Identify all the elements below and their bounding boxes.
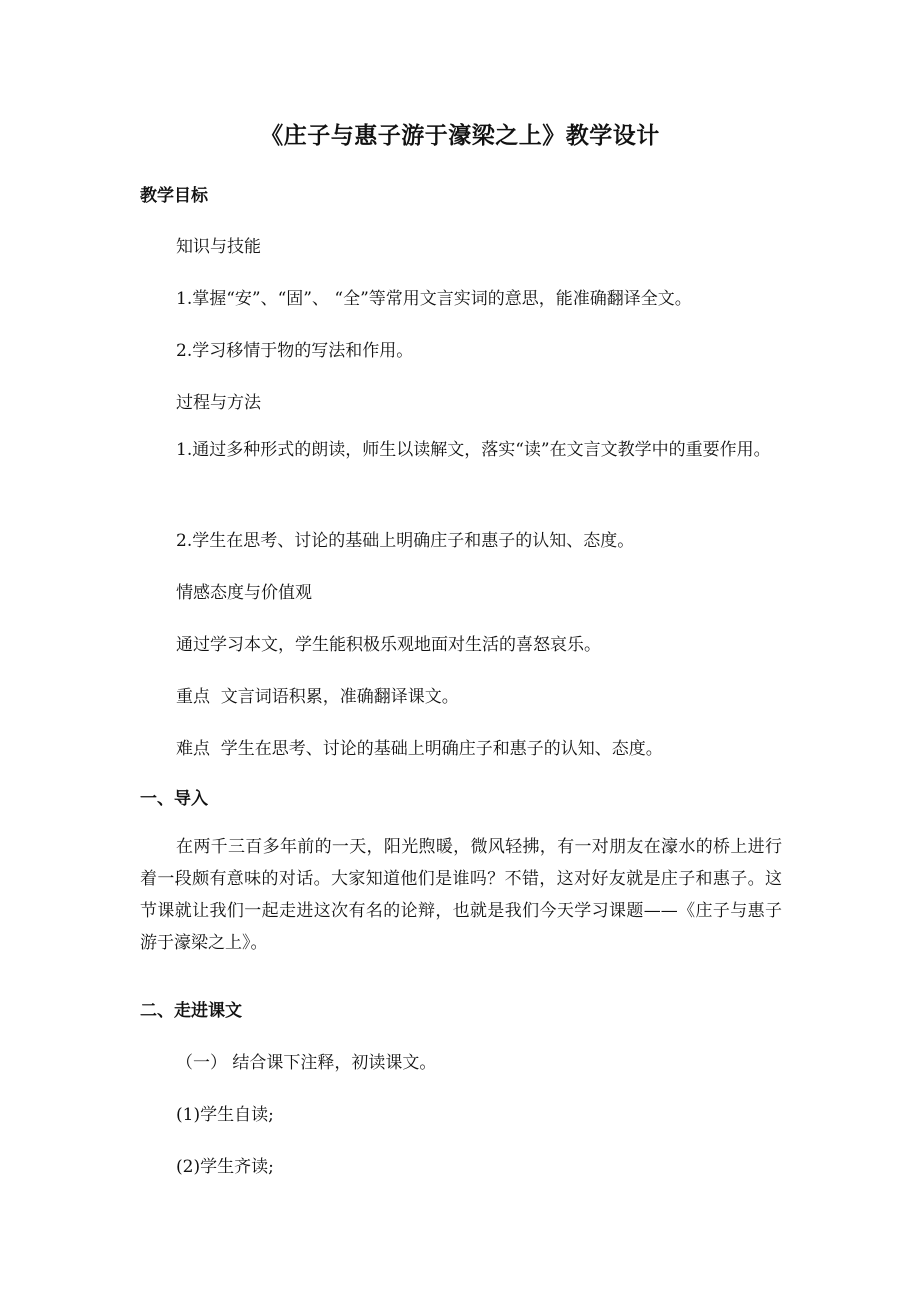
self-reading-item: (1)学生自读; <box>176 1105 274 1125</box>
process-method-subheading: 过程与方法 <box>176 393 261 413</box>
goals-heading: 教学目标 <box>140 186 208 206</box>
process-goal-1: 1.通过多种形式的朗读，师生以读解文，落实“读”在文言文教学中的重要作用。 <box>176 440 771 460</box>
process-goal-2: 2.学生在思考、讨论的基础上明确庄子和惠子的认知、态度。 <box>176 531 635 551</box>
group-reading-item: (2)学生齐读; <box>176 1157 274 1177</box>
first-reading-step: （一） 结合课下注释，初读课文。 <box>176 1053 437 1073</box>
knowledge-goal-1: 1.掌握“安”、“固”、 “全”等常用文言实词的意思，能准确翻译全文。 <box>176 289 692 309</box>
emotion-values-subheading: 情感态度与价值观 <box>176 583 312 603</box>
intro-heading: 一、导入 <box>140 789 208 809</box>
intro-paragraph: 在两千三百多年前的一天，阳光煦暖，微风轻拂，有一对朋友在濠水的桥上进行着一段颇有意味的对话。大家知道他们是谁吗？不错，这对好友就是庄子和惠子。这节课就让我们一起走进这次有名的论辩，也就是我们今天学习课题——《庄子与惠子游于濠梁之上》。 <box>140 837 782 953</box>
difficult-point: 难点 学生在思考、讨论的基础上明确庄子和惠子的认知、态度。 <box>176 739 663 759</box>
knowledge-goal-2: 2.学习移情于物的写法和作用。 <box>176 341 414 361</box>
emotion-goal-1: 通过学习本文，学生能积极乐观地面对生活的喜怒哀乐。 <box>176 635 601 655</box>
text-study-heading: 二、走进课文 <box>140 1001 242 1021</box>
knowledge-skills-subheading: 知识与技能 <box>176 237 261 257</box>
key-point: 重点 文言词语积累，准确翻译课文。 <box>176 687 459 707</box>
document-title: 《庄子与惠子游于濠梁之上》教学设计 <box>260 123 660 149</box>
